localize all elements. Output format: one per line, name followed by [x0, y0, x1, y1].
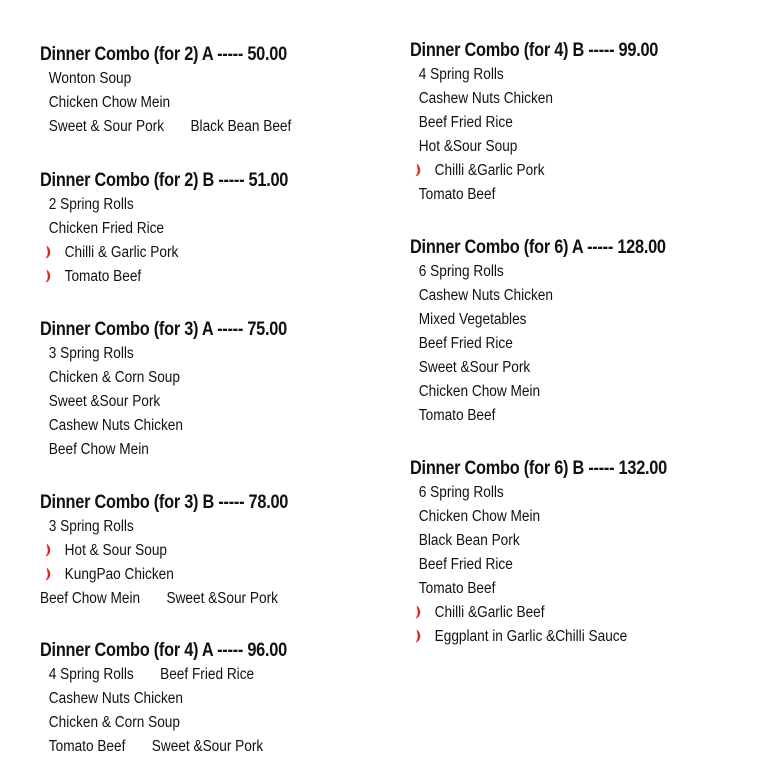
menu-item: Sweet &Sour Pork: [151, 738, 264, 755]
menu-item: 3 Spring Rolls: [48, 518, 134, 535]
menu-row: [410, 284, 727, 308]
menu-item: 6 Spring Rolls: [418, 484, 504, 501]
menu-item: 6 Spring Rolls: [418, 263, 504, 280]
menu-row: [40, 711, 339, 735]
menu-item: Tomato Beef: [64, 268, 142, 285]
menu-row: [410, 308, 727, 332]
menu-item: 4 Spring Rolls: [418, 66, 504, 83]
menu-item: Cashew Nuts Chicken: [418, 287, 553, 304]
combo-title: Dinner Combo (for 4) A ----- 96.00: [40, 640, 287, 661]
menu-item: Beef Fried Rice: [418, 556, 513, 573]
menu-item: Cashew Nuts Chicken: [48, 690, 183, 707]
menu-item: Tomato Beef: [418, 186, 496, 203]
chili-pepper-icon: [414, 163, 421, 177]
menu-item: Tomato Beef: [418, 580, 496, 597]
menu-row: [410, 87, 727, 111]
combo-title: Dinner Combo (for 3) B ----- 78.00: [40, 492, 289, 513]
menu-row: [410, 111, 727, 135]
menu-item: Sweet &Sour Pork: [48, 393, 161, 410]
menu-row: [40, 587, 339, 611]
menu-row: [410, 183, 727, 207]
chili-pepper-icon: [44, 245, 51, 259]
combo-title: Dinner Combo (for 6) B ----- 132.00: [410, 458, 667, 479]
menu-item: Wonton Soup: [48, 70, 132, 87]
menu-item: Chicken & Corn Soup: [48, 369, 180, 386]
menu-item: Beef Fried Rice: [418, 335, 513, 352]
menu-item: 4 Spring Rolls: [48, 666, 134, 683]
menu-item: Chicken Fried Rice: [48, 220, 165, 237]
menu-item: Cashew Nuts Chicken: [418, 90, 553, 107]
menu-item: Sweet &Sour Pork: [166, 590, 278, 607]
menu-row: [40, 438, 339, 462]
menu-row: [40, 217, 339, 241]
menu-item: Tomato Beef: [418, 407, 496, 424]
menu-item: Beef Fried Rice: [160, 666, 255, 683]
chili-pepper-icon: [414, 629, 421, 643]
menu-row: [40, 515, 339, 539]
combo-title: Dinner Combo (for 6) A ----- 128.00: [410, 237, 666, 258]
chili-pepper-icon: [414, 605, 421, 619]
menu-row: [40, 390, 339, 414]
combo-title: Dinner Combo (for 2) A ----- 50.00: [40, 44, 287, 65]
combo-section: [40, 639, 380, 759]
menu-item: Chicken Chow Mein: [48, 94, 171, 111]
menu-row: [410, 135, 727, 159]
menu-row: [40, 241, 339, 265]
menu-row: [40, 687, 339, 711]
menu-row: [40, 563, 339, 587]
menu-item: Beef Chow Mein: [40, 590, 141, 607]
chili-pepper-icon: [44, 567, 51, 581]
menu-item: Sweet &Sour Pork: [418, 359, 531, 376]
menu-item: 3 Spring Rolls: [48, 345, 134, 362]
menu-item: Mixed Vegetables: [418, 311, 527, 328]
menu-row: [410, 260, 727, 284]
combo-section: [40, 318, 380, 462]
menu-item: Chilli &Garlic Beef: [434, 604, 545, 621]
menu-item: Chicken & Corn Soup: [48, 714, 180, 731]
combo-section: [40, 43, 380, 139]
menu-item: 2 Spring Rolls: [48, 196, 134, 213]
menu-row: [40, 366, 339, 390]
menu-row: [40, 414, 339, 438]
menu-row: [410, 601, 727, 625]
menu-item: Black Bean Pork: [418, 532, 520, 549]
menu-item: Black Bean Beef: [190, 118, 292, 135]
menu-row: [410, 577, 727, 601]
menu-item: Hot &Sour Soup: [418, 138, 518, 155]
menu-row: [40, 115, 339, 139]
menu-row: [40, 342, 339, 366]
menu-item: KungPao Chicken: [64, 566, 174, 583]
menu-row: [410, 159, 727, 183]
menu-item: Cashew Nuts Chicken: [48, 417, 183, 434]
menu-item: Chicken Chow Mein: [418, 383, 541, 400]
chili-pepper-icon: [44, 543, 51, 557]
combo-section: [410, 39, 770, 207]
menu-row: [410, 505, 727, 529]
combo-section: [410, 236, 770, 428]
menu-row: [410, 380, 727, 404]
menu-item: Beef Fried Rice: [418, 114, 513, 131]
menu-item: Eggplant in Garlic &Chilli Sauce: [434, 628, 628, 645]
combo-title: Dinner Combo (for 4) B ----- 99.00: [410, 40, 659, 61]
menu-row: [410, 481, 727, 505]
combo-section: [40, 491, 380, 611]
menu-row: [410, 63, 727, 87]
menu-item: Hot & Sour Soup: [64, 542, 168, 559]
menu-item: Tomato Beef: [48, 738, 126, 755]
menu-row: [410, 332, 727, 356]
combo-title: Dinner Combo (for 3) A ----- 75.00: [40, 319, 287, 340]
menu-item: Chicken Chow Mein: [418, 508, 541, 525]
combo-title: Dinner Combo (for 2) B ----- 51.00: [40, 170, 289, 191]
menu-row: [410, 404, 727, 428]
chili-pepper-icon: [44, 269, 51, 283]
combo-section: [40, 169, 380, 289]
menu-row: [40, 663, 339, 687]
menu-row: [410, 625, 727, 649]
menu-item: Chilli & Garlic Pork: [64, 244, 179, 261]
menu-row: [410, 356, 727, 380]
menu-row: [40, 91, 339, 115]
menu-row: [40, 539, 339, 563]
menu-row: [410, 529, 727, 553]
menu-row: [40, 265, 339, 289]
menu-row: [40, 735, 339, 759]
combo-section: [410, 457, 770, 649]
menu-item: Sweet & Sour Pork: [48, 118, 165, 135]
menu-row: [40, 67, 339, 91]
menu-row: [40, 193, 339, 217]
menu-row: [410, 553, 727, 577]
menu-item: Beef Chow Mein: [48, 441, 149, 458]
menu-item: Chilli &Garlic Pork: [434, 162, 545, 179]
